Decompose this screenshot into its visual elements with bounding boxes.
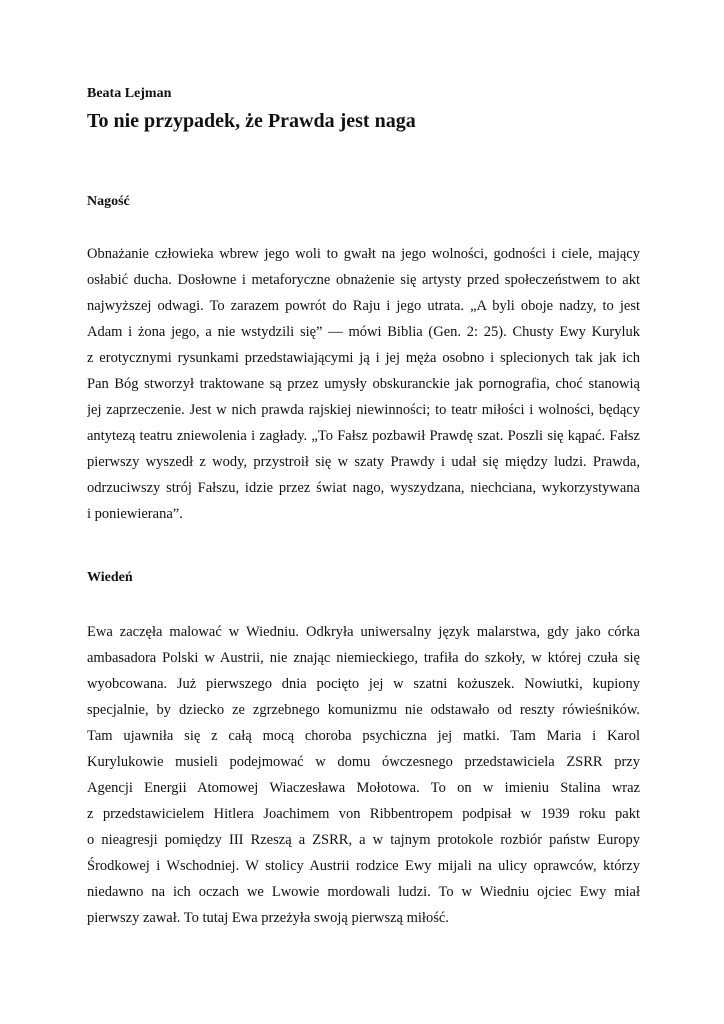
section-heading-nagosc: Nagość bbox=[87, 194, 130, 209]
paragraph-line: osłabić ducha. Dosłowne i metaforyczne obnażenie się artysty przed społeczeństwem to akt bbox=[87, 272, 640, 288]
paragraph-line: ambasadora Polski w Austrii, nie znając niemieckiego, trafiła do szkoły, w której czuła się bbox=[87, 650, 640, 666]
section-heading-wieden: Wiedeń bbox=[87, 570, 133, 585]
paragraph-line: Środkowej i Wschodniej. W stolicy Austrii rodzice Ewy mijali na ulicy oprawców, którzy bbox=[87, 858, 640, 874]
paragraph-line: odrzuciwszy strój Fałszu, idzie przez świat nago, wyszydzana, niechciana, wykorzystywana bbox=[87, 480, 640, 496]
paragraph-line: Kurylukowie musieli podejmować w domu ówczesnego przedstawiciela ZSRR przy bbox=[87, 754, 640, 770]
paragraph-line: wyobcowana. Już pierwszego dnia pocięto jej w szatni kożuszek. Nowiutki, kupiony bbox=[87, 676, 640, 692]
paragraph-line: Obnażanie człowieka wbrew jego woli to gwałt na jego wolności, godności i ciele, mający bbox=[87, 246, 640, 262]
paragraph-line: Adam i żona jego, a nie wstydzili się” — mówi Biblia (Gen. 2: 25). Chusty Ewy Kuryluk bbox=[87, 324, 640, 340]
paragraph-line: niedawno na ich oczach we Lwowie mordowali ludzi. To w Wiedniu ojciec Ewy miał bbox=[87, 884, 640, 900]
paragraph-nagosc bbox=[87, 241, 640, 527]
paragraph-line: Tam ujawniła się z całą mocą choroba psychiczna jej matki. Tam Maria i Karol bbox=[87, 728, 640, 744]
paragraph-line: jej zaprzeczenie. Jest w nich prawda rajskiej niewinności; to teatr miłości i wolności, będący bbox=[87, 402, 640, 418]
paragraph-wieden bbox=[87, 619, 640, 931]
paragraph-line: z erotycznymi rysunkami przedstawiającymi ją i jej męża osobno i splecionych tak jak ich bbox=[87, 350, 640, 366]
paragraph-line: Agencji Energii Atomowej Wiaczesława Mołotowa. To on w imieniu Stalina wraz bbox=[87, 780, 640, 796]
author-name: Beata Lejman bbox=[87, 86, 172, 101]
document-title: To nie przypadek, że Prawda jest naga bbox=[87, 110, 416, 132]
paragraph-line: o nieagresji pomiędzy III Rzeszą a ZSRR, a w tajnym protokole rozbiór państw Europy bbox=[87, 832, 640, 848]
paragraph-line: pierwszy wyszedł z wody, przystroił się w szaty Prawdy i udał się między ludzi. Prawda, bbox=[87, 454, 640, 470]
paragraph-line: pierwszy zawał. To tutaj Ewa przeżyła swoją pierwszą miłość. bbox=[87, 910, 449, 926]
paragraph-line: i poniewierana”. bbox=[87, 506, 183, 522]
paragraph-line: antytezą teatru zniewolenia i zagłady. „To Fałsz pozbawił Prawdę szat. Poszli się kąpać. Fałsz bbox=[87, 428, 640, 444]
paragraph-line: z przedstawicielem Hitlera Joachimem von Ribbentropem podpisał w 1939 roku pakt bbox=[87, 806, 640, 822]
paragraph-line: Ewa zaczęła malować w Wiedniu. Odkryła uniwersalny język malarstwa, gdy jako córka bbox=[87, 624, 640, 640]
paragraph-line: specjalnie, by dziecko ze zgrzebnego komunizmu nie odstawało od reszty rówieśników. bbox=[87, 702, 640, 718]
paragraph-line: najwyższej odwagi. To zarazem powrót do Raju i jego utrata. „A byli oboje nadzy, to jest bbox=[87, 298, 640, 314]
paragraph-line: Pan Bóg stworzył traktowane są przez umysły obskuranckie jak pornografia, choć stanowią bbox=[87, 376, 640, 392]
